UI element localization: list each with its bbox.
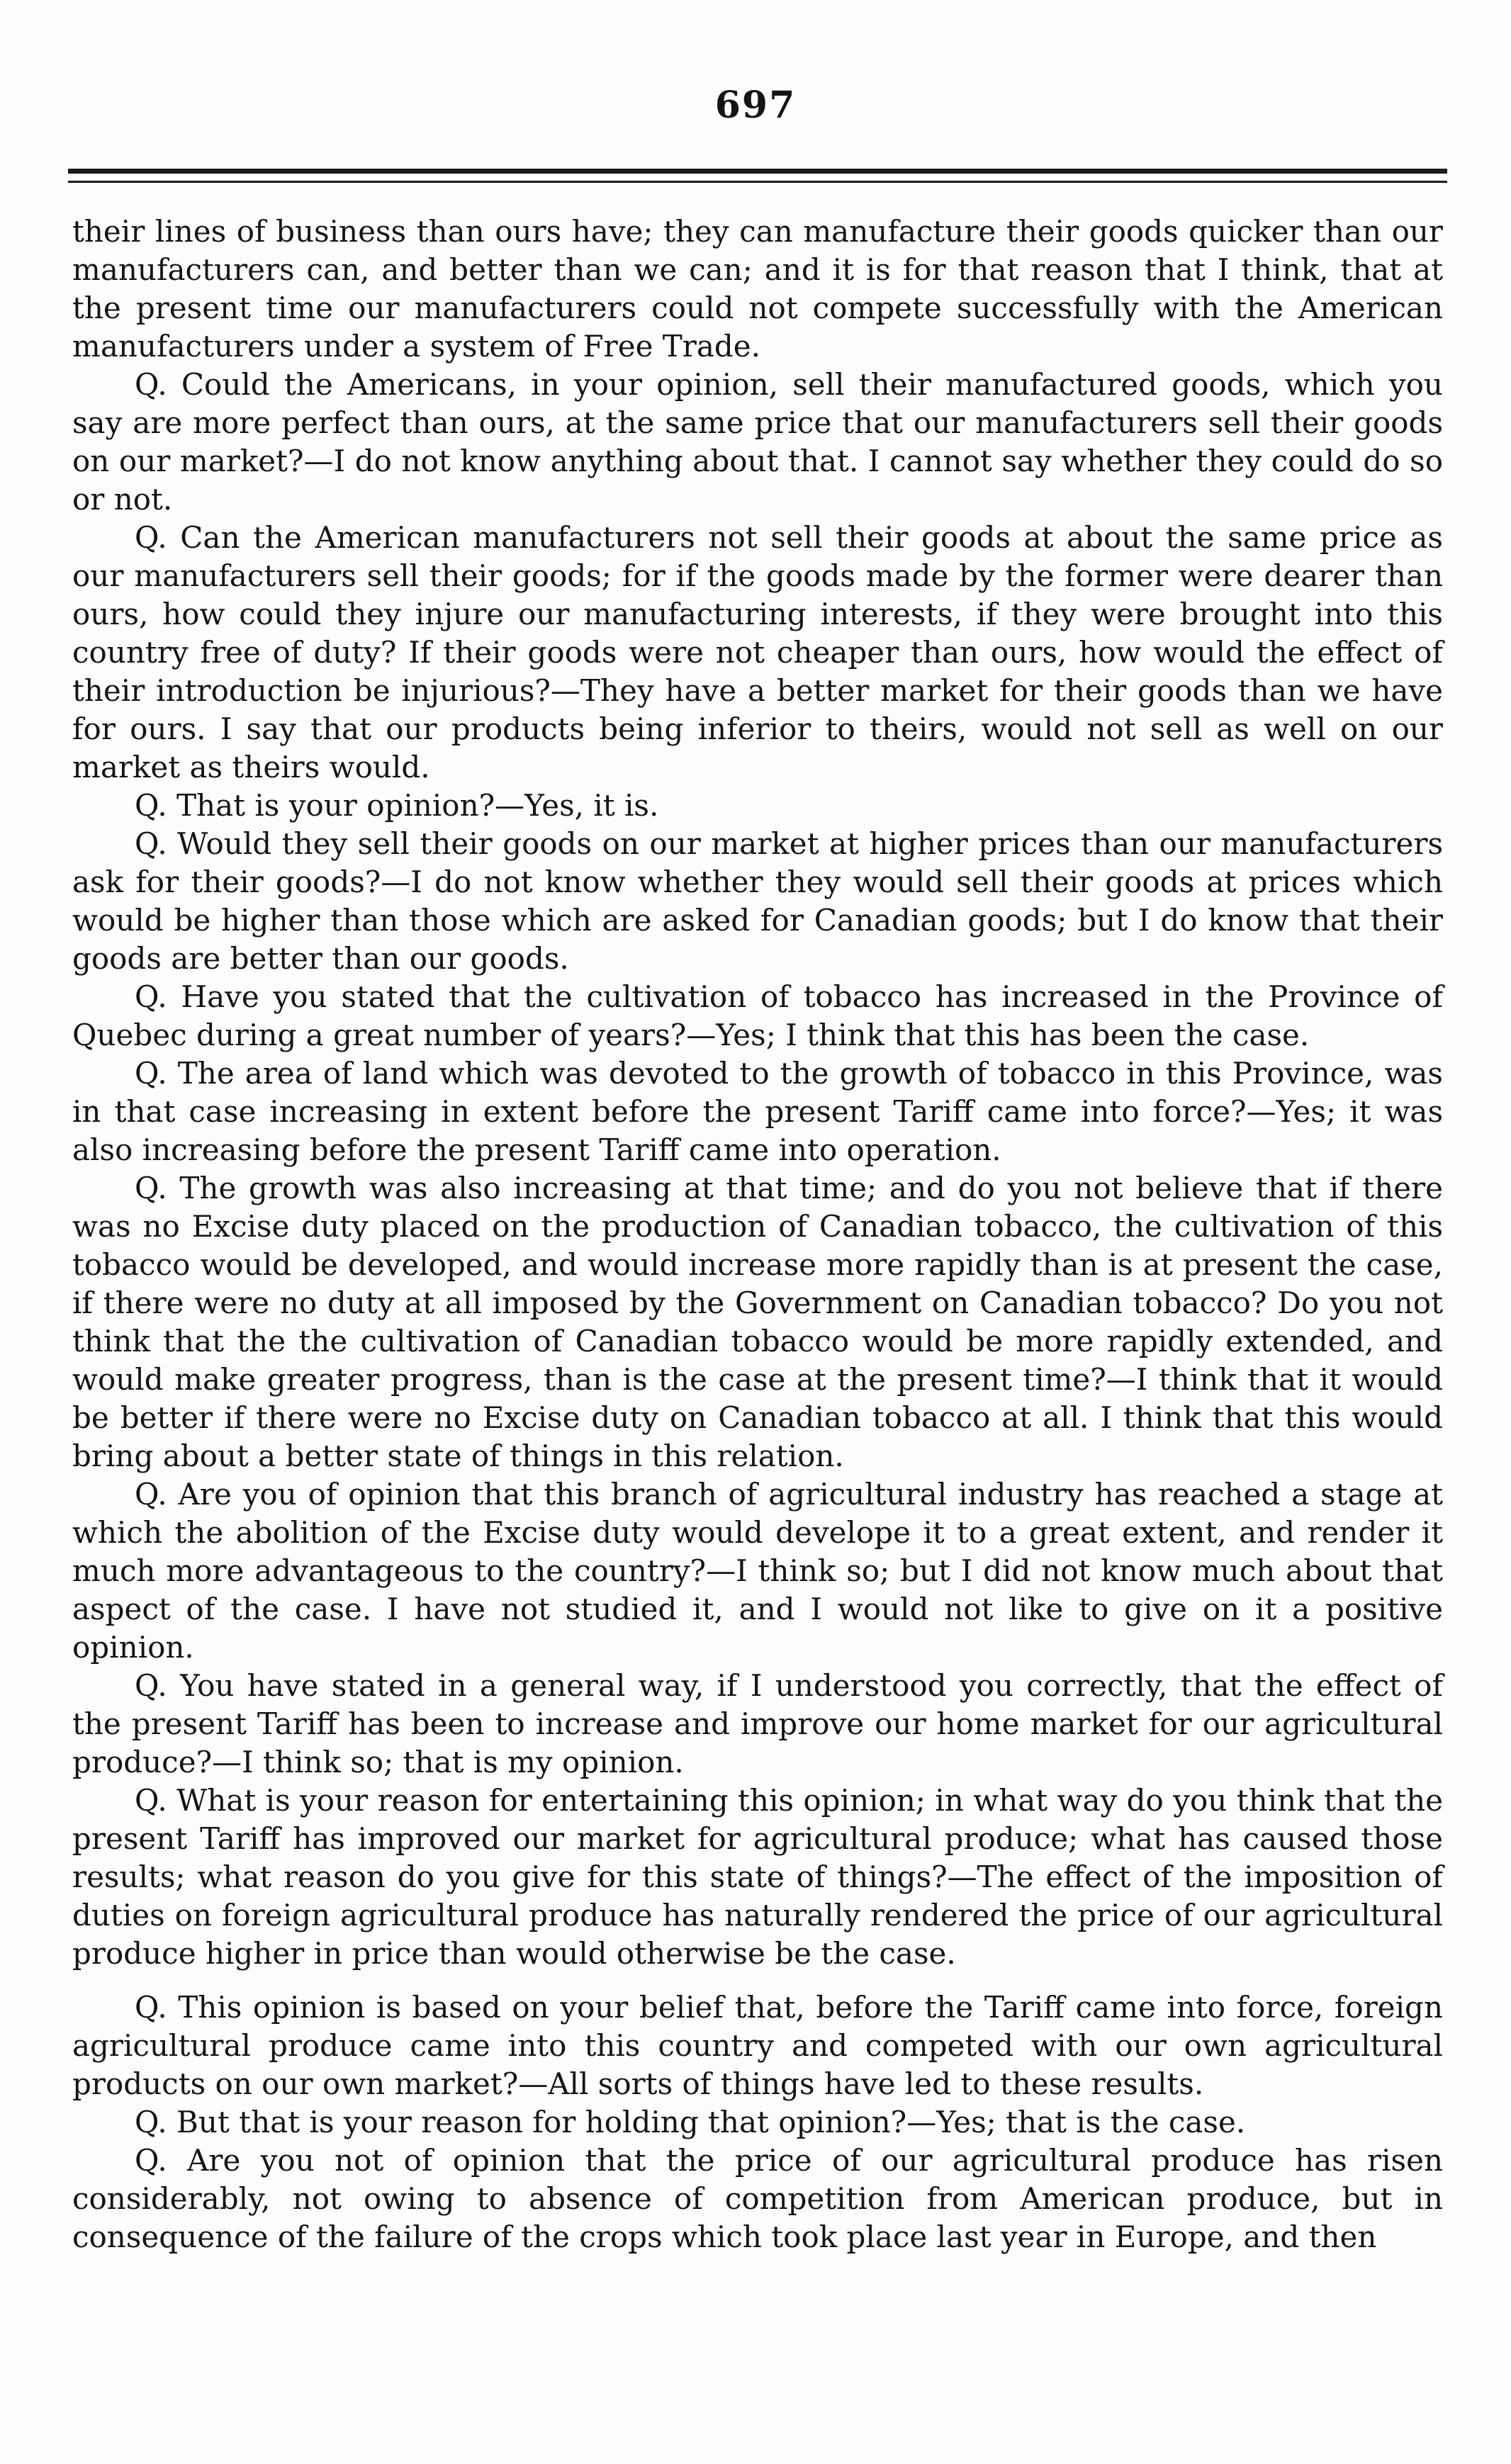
paragraph: Q. The growth was also increasing at that time; and do you not believe that if there was no Excise duty placed on the production of Canadian tobacco, the cultivation of this tobacco would be developed, and would increase more rapidly than is at present the case, if there were no duty at all imposed by the Government on Canadian tobacco? Do you not think that the the cultivation of Canadian tobacco would be more rapidly extended, and would make greater progress, than is the case at the present time?—I think that it would be better if there were no Excise duty on Canadian tobacco at all. I think that this would bring about a better state of things in this relation. (72, 1171, 1443, 1473)
paragraph: their lines of business than ours have; they can manufacture their goods quicker than our manufacturers can, and better than we can; and it is for that reason that I think, that at the present time our manufacturers could not compete successfully with the American manufacturers under a system of Free Trade. (72, 214, 1443, 364)
paragraph: Q. This opinion is based on your belief that, before the Tariff came into force, foreign agricultural produce came into this country and competed with our own agricultural products on our own market?—All sorts of things have led to these results. (72, 1990, 1443, 2101)
paragraph: Q. Have you stated that the cultivation of tobacco has increased in the Province of Quebec during a great number of years?—Yes; I think that this has been the case. (72, 979, 1443, 1052)
body-text (72, 213, 1443, 2256)
paragraph: Q. Are you of opinion that this branch of agricultural industry has reached a stage at which the abolition of the Excise duty would develope it to a great extent, and render it much more advantageous to the country?—I think so; but I did not know much about that aspect of the case. I have not studied it, and I would not like to give on it a positive opinion. (72, 1477, 1443, 1665)
header-rule-thin (68, 181, 1447, 183)
paragraph: Q. Are you not of opinion that the price of our agricultural produce has risen considerably, not owing to absence of competition from American produce, but in consequence of the failure of the crops which took place last year in Europe, and then (72, 2143, 1443, 2254)
paragraph: Q. Can the American manufacturers not sell their goods at about the same price as our manufacturers sell their goods; for if the goods made by the former were dearer than ours, how could they injure our manufacturing interests, if they were brought into this country free of duty? If their goods were not cheaper than ours, how would the effect of their introduction be injurious?—They have a better market for their goods than we have for ours. I say that our products being inferior to theirs, would not sell as well on our market as theirs would. (72, 520, 1443, 784)
paragraph: Q. Could the Americans, in your opinion, sell their manufactured goods, which you say are more perfect than ours, at the same price that our manufacturers sell their goods on our market?—I do not know anything about that. I cannot say whether they could do so or not. (72, 367, 1443, 517)
header-rule-thick (68, 169, 1447, 174)
paragraph: Q. Would they sell their goods on our market at higher prices than our manufacturers ask for their goods?—I do not know whether they would sell their goods at prices which would be higher than those which are asked for Canadian goods; but I do know that their goods are better than our goods. (72, 826, 1443, 976)
paragraph: Q. The area of land which was devoted to the growth of tobacco in this Province, was in that case increasing in extent before the present Tariff came into force?—Yes; it was also increasing before the present Tariff came into operation. (72, 1056, 1443, 1167)
paragraph: Q. But that is your reason for holding that opinion?—Yes; that is the case. (135, 2105, 1246, 2139)
page-number: 697 (714, 84, 797, 127)
paragraph: Q. What is your reason for entertaining this opinion; in what way do you think that the present Tariff has improved our market for agricultural produce; what has caused those results; what reason do you give for this state of things?—The effect of the imposition of duties on foreign agricultural produce has naturally rendered the price of our agricultural produce higher in price than would otherwise be the case. (72, 1783, 1443, 1971)
paragraph: Q. You have stated in a general way, if I understood you correctly, that the effect of the present Tariff has been to increase and improve our home market for our agricultural produce?—I think so; that is my opinion. (72, 1668, 1443, 1779)
paragraph: Q. That is your opinion?—Yes, it is. (135, 788, 659, 823)
